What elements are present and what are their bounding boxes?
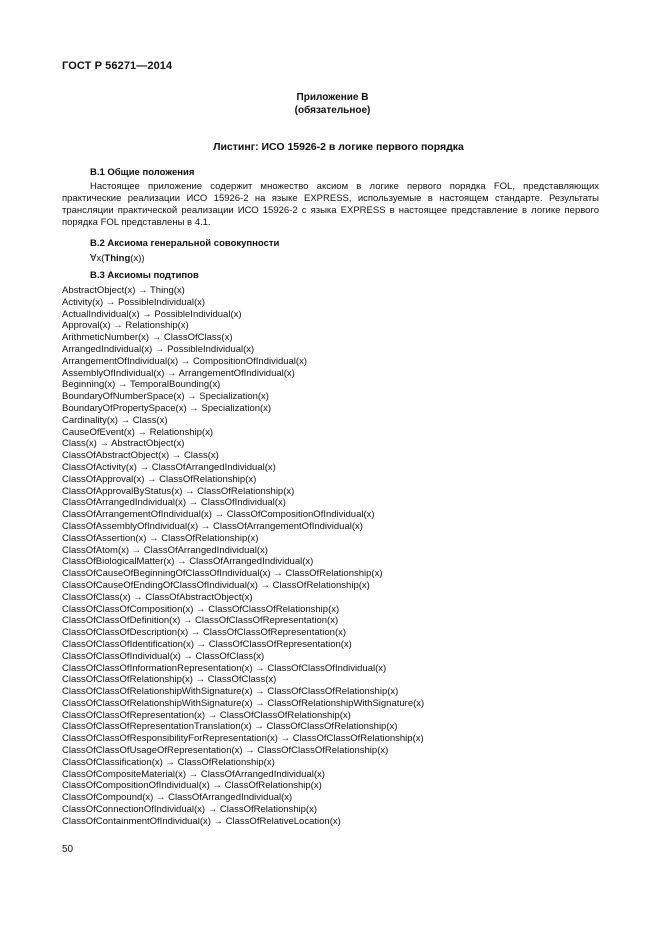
axiom-line: ClassOfClassOfComposition(x) → ClassOfClassOfRelationship(x) <box>62 603 340 615</box>
axiom-line: ClassOfContainmentOfIndividual(x) → ClassOfRelativeLocation(x) <box>62 815 341 827</box>
axiom-line: AssemblyOfIndividual(x) → ArrangementOfIndividual(x) <box>62 367 295 379</box>
axiom-line: ClassOfClassOfDescription(x) → ClassOfClassOfRepresentation(x) <box>62 627 347 639</box>
axiom-line: Activity(x) → PossibleIndividual(x) <box>62 296 206 308</box>
axiom-line: ClassOfClass(x) → ClassOfAbstractObject(x) <box>62 591 253 603</box>
axiom-line: BoundaryOfPropertySpace(x) → Specialization(x) <box>62 402 272 414</box>
general-paragraph: Настоящее приложение содержит множество аксиом в логике первого порядка FOL, представляющих практические реализации ИСО 15926-2 на языке EXPRESS, используемые в настоящем стандарте. Результаты трансляции практической реализации ИСО 15926-2 с языка EXPRESS в настоящее представление в логике первого порядка FOL представлены в 4.1. <box>62 181 599 228</box>
section-heading-universe: В.2 Аксиома генеральной совокупности <box>90 238 280 249</box>
axiom-line: ClassOfCompositeMaterial(x) → ClassOfArrangedIndividual(x) <box>62 768 325 780</box>
axiom-list <box>62 285 424 828</box>
axiom-line: ClassOfClassOfInformationRepresentation(x) → ClassOfClassOfIndividual(x) <box>62 662 387 674</box>
listing-title <box>0 141 661 153</box>
document-code: ГОСТ Р 56271—2014 <box>62 60 173 72</box>
axiom-line: ClassOfCompound(x) → ClassOfArrangedIndividual(x) <box>62 792 293 804</box>
axiom-line: ClassOfArrangementOfIndividual(x) → ClassOfCompositionOfIndividual(x) <box>62 509 375 521</box>
axiom-line: ArithmeticNumber(x) → ClassOfClass(x) <box>62 332 233 344</box>
axiom-line: ClassOfAtom(x) → ClassOfArrangedIndividual(x) <box>62 544 268 556</box>
axiom-line: ClassOfClassOfUsageOfRepresentation(x) → ClassOfClassOfRelationship(x) <box>62 745 389 757</box>
axiom-line: Cardinality(x) → Class(x) <box>62 414 168 426</box>
axiom-line: Beginning(x) → TemporalBounding(x) <box>62 379 221 391</box>
axiom-line: ClassOfClassOfIdentification(x) → ClassOfClassOfRepresentation(x) <box>62 638 352 650</box>
axiom-line: ClassOfApprovalByStatus(x) → ClassOfRelationship(x) <box>62 485 295 497</box>
axiom-line: ClassOfApproval(x) → ClassOfRelationship(x) <box>62 473 257 485</box>
axiom-line: ArrangementOfIndividual(x) → CompositionOfIndividual(x) <box>62 355 307 367</box>
axiom-line: ClassOfArrangedIndividual(x) → ClassOfIndividual(x) <box>62 497 286 509</box>
section-heading-general: В.1 Общие положения <box>90 167 195 178</box>
axiom-line: ClassOfClassification(x) → ClassOfRelationship(x) <box>62 756 275 768</box>
axiom-line: ClassOfClassOfDefinition(x) → ClassOfClassOfRepresentation(x) <box>62 615 339 627</box>
axiom-line: CauseOfEvent(x) → Relationship(x) <box>62 426 213 438</box>
universe-formula <box>90 253 145 264</box>
axiom-line: ClassOfAssemblyOfIndividual(x) → ClassOfArrangementOfIndividual(x) <box>62 520 363 532</box>
axiom-line: ArrangedIndividual(x) → PossibleIndividual(x) <box>62 343 255 355</box>
axiom-line: ClassOfAssertion(x) → ClassOfRelationship(x) <box>62 532 259 544</box>
axiom-line: ClassOfClassOfRepresentationTranslation(x) → ClassOfClassOfRelationship(x) <box>62 721 398 733</box>
axiom-line: ClassOfClassOfIndividual(x) → ClassOfClass(x) <box>62 650 265 662</box>
axiom-line: ClassOfClassOfRelationship(x) → ClassOfClass(x) <box>62 674 277 686</box>
axiom-line: ClassOfBiologicalMatter(x) → ClassOfArrangedIndividual(x) <box>62 556 314 568</box>
axiom-line: ClassOfAbstractObject(x) → Class(x) <box>62 450 219 462</box>
appendix-status: (обязательное) <box>294 105 371 116</box>
general-paragraph-block <box>62 181 599 229</box>
axiom-line: ClassOfClassOfRelationshipWithSignature(x) → ClassOfClassOfRelationship(x) <box>62 686 399 698</box>
axiom-line: ActualIndividual(x) → PossibleIndividual(x) <box>62 308 242 320</box>
axiom-line: ClassOfClassOfRepresentation(x) → ClassOfClassOfRelationship(x) <box>62 709 351 721</box>
appendix-title: Приложение В <box>296 92 369 103</box>
appendix-title-block <box>0 91 661 117</box>
axiom-line: Approval(x) → Relationship(x) <box>62 320 189 332</box>
axiom-line: AbstractObject(x) → Thing(x) <box>62 285 185 296</box>
axiom-line: ClassOfCompositionOfIndividual(x) → ClassOfRelationship(x) <box>62 780 322 792</box>
axiom-line: ClassOfConnectionOfIndividual(x) → ClassOfRelationship(x) <box>62 804 318 816</box>
listing-title-text: Листинг: ИСО 15926-2 в логике первого порядка <box>213 141 464 153</box>
axiom-line: ClassOfCauseOfEndingOfClassOfIndividual(x) → ClassOfRelationship(x) <box>62 579 370 591</box>
formula-term: Thing <box>104 253 131 264</box>
formula-prefix: ∀x( <box>90 253 105 264</box>
axiom-line: BoundaryOfNumberSpace(x) → Specialization(x) <box>62 391 269 403</box>
formula-suffix: (x)) <box>130 253 145 264</box>
section-heading-subtypes: В.3 Аксиомы подтипов <box>90 270 199 281</box>
axiom-line: ClassOfClassOfResponsibilityForRepresentation(x) → ClassOfClassOfRelationship(x) <box>62 733 424 745</box>
axiom-line: ClassOfActivity(x) → ClassOfArrangedIndividual(x) <box>62 461 276 473</box>
axiom-line: ClassOfCauseOfBeginningOfClassOfIndividual(x) → ClassOfRelationship(x) <box>62 568 383 580</box>
page-number: 50 <box>62 844 74 855</box>
axiom-line: ClassOfClassOfRelationshipWithSignature(x) → ClassOfRelationshipWithSignature(x) <box>62 697 425 709</box>
axiom-line: Class(x) → AbstractObject(x) <box>62 438 185 450</box>
